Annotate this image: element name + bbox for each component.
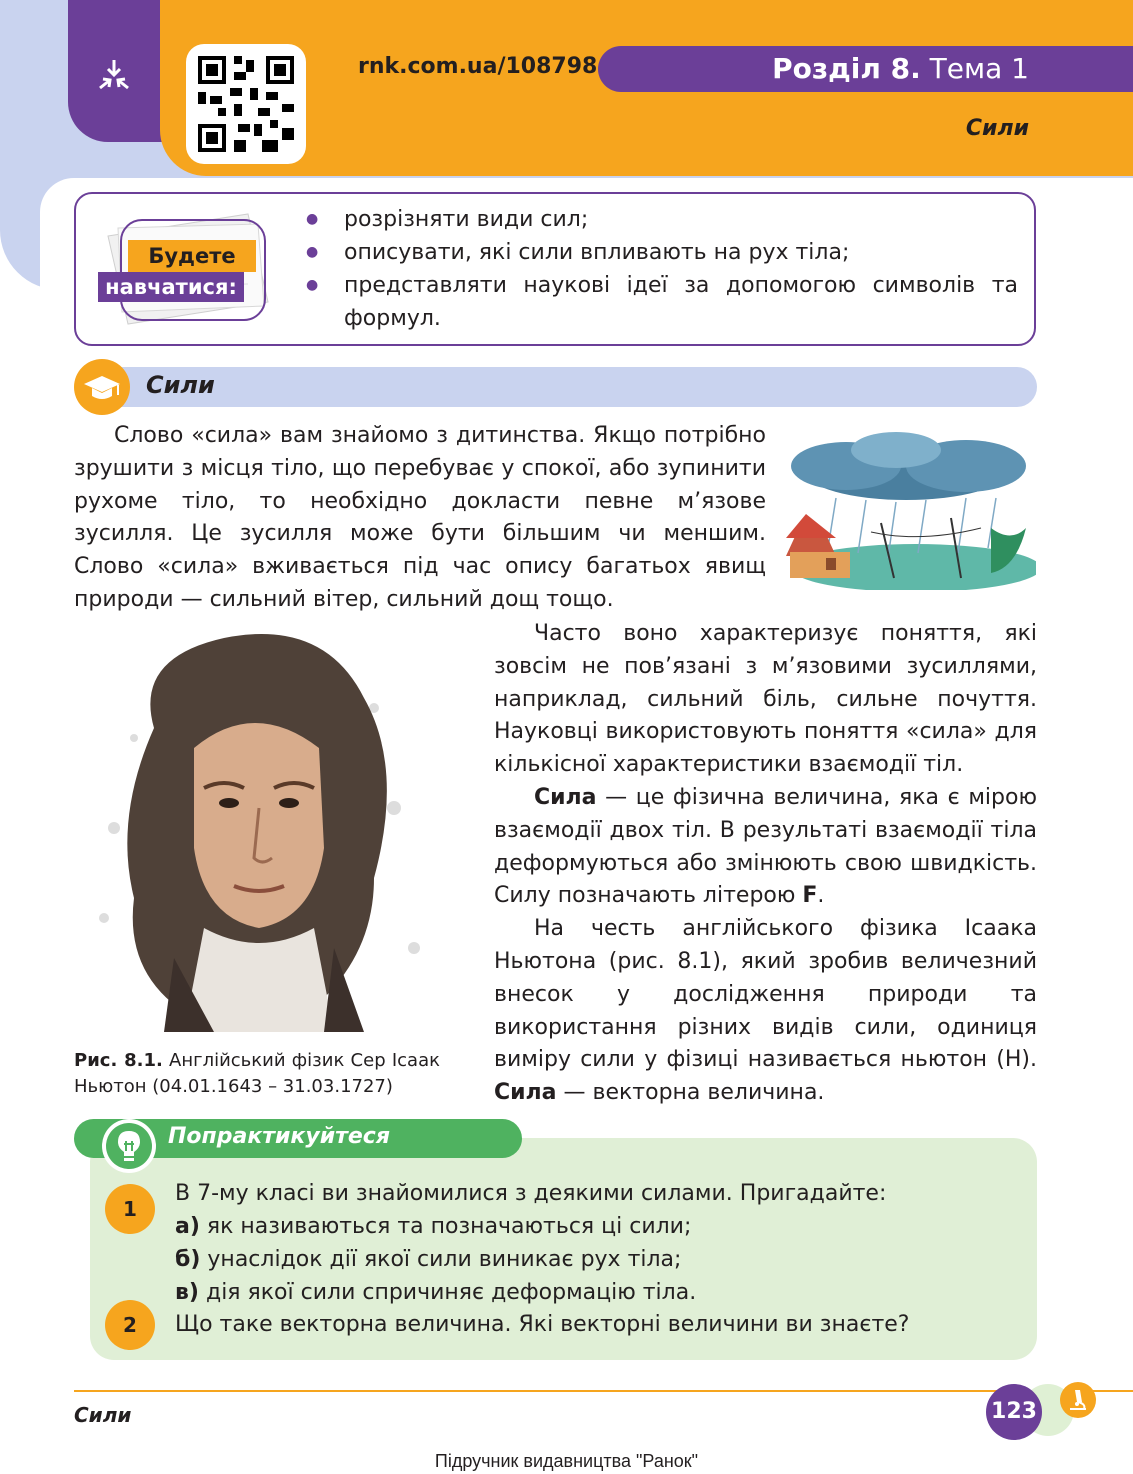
- question-number: 1: [105, 1184, 155, 1234]
- option-text: як називаються та позначаються ці сили;: [199, 1214, 692, 1239]
- question-1: [175, 1177, 1005, 1309]
- intro-paragraph: [74, 420, 766, 617]
- definition-end: .: [817, 883, 825, 909]
- section-label: [772, 52, 1029, 85]
- option-label: в): [175, 1280, 199, 1305]
- footer-title: Сили: [74, 1403, 132, 1427]
- resource-link[interactable]: rnk.com.ua/108798: [358, 54, 598, 79]
- page-number: 123: [986, 1384, 1042, 1440]
- graduation-cap-icon: [74, 359, 130, 415]
- figure-caption: [74, 1048, 440, 1100]
- option-label: б): [175, 1247, 201, 1272]
- term-force: Сила: [494, 1080, 557, 1106]
- question-option-a: [175, 1210, 1005, 1243]
- goals-tag-line1: Будете: [128, 240, 256, 272]
- header-title: Сили: [965, 116, 1029, 141]
- option-text: дія якої сили спричиняє деформацію тіла.: [198, 1280, 697, 1305]
- definition-text: — це фізична величина, яка є мірою взаємодії двох тіл. В результаті взаємодії тіла деформуються або змінюють свою швидкість. Силу позначають літерою: [494, 784, 1037, 909]
- qr-code-icon: [198, 56, 294, 152]
- force-symbol: F: [802, 883, 818, 909]
- paragraph-text: Часто воно характеризує поняття, які зовсім не пов’язані з м’язовими зусиллями, наприклад, сильний біль, сильне почуття. Науковці використовують поняття «сила» для кількісної характеристики взаємодії тіл.: [494, 621, 1037, 778]
- goals-list: [306, 203, 1018, 335]
- section-heading-bar: [100, 367, 1037, 407]
- section-title: Сили: [146, 371, 215, 399]
- goal-item: ● представляти наукові ідеї за допомогою символів та формул.: [306, 269, 1018, 335]
- vector-text: — векторна величина.: [556, 1080, 825, 1106]
- newton-paragraph: [494, 913, 1037, 1110]
- goals-tag-line2: навчатися:: [98, 272, 244, 302]
- footer-divider: [74, 1390, 1133, 1392]
- practice-title: Попрактикуйтеся: [168, 1124, 390, 1149]
- option-label: а): [175, 1214, 200, 1239]
- qr-code[interactable]: [186, 44, 306, 164]
- goal-item: ● розрізняти види сил;: [306, 203, 1018, 236]
- figure-caption-text: Англійський фізик Сер Ісаак Ньютон (04.01.1643 – 31.03.1727): [74, 1050, 440, 1097]
- storm-illustration: [776, 428, 1036, 590]
- term-force: Сила: [534, 784, 597, 810]
- microscope-icon: [1060, 1382, 1096, 1418]
- question-option-c: [175, 1276, 1005, 1309]
- topic-number: Тема 1: [929, 52, 1029, 85]
- paragraph-text: Слово «сила» вам знайомо з дитинства. Якщо потрібно зрушити з місця тіло, що перебуває у спокої, або зупинити рухоме тіло, то необхідно докласти певне м’язове зусилля. Це зусилля може бути більшим чи меншим. Слово «сила» вживається під час опису багатьох явищ природи — сильний вітер, сильний дощ тощо.: [74, 423, 766, 612]
- question-text: Що таке векторна величина. Які векторні величини ви знаєте?: [175, 1312, 910, 1337]
- newton-portrait: [74, 618, 436, 1032]
- figure-label: Рис. 8.1.: [74, 1050, 163, 1071]
- publisher-note: Підручник видавництва "Ранок": [434, 1451, 699, 1471]
- question-2: [175, 1308, 1005, 1341]
- question-intro: В 7-му класі ви знайомилися з деякими силами. Пригадайте:: [175, 1181, 887, 1206]
- compress-arrows-icon: [94, 56, 134, 96]
- goal-item: ● описувати, які сили впливають на рух тіла;: [306, 236, 1018, 269]
- option-text: унаслідок дії якої сили виникає рух тіла;: [200, 1247, 682, 1272]
- section-number: Розділ 8.: [772, 52, 921, 85]
- question-option-b: [175, 1243, 1005, 1276]
- main-text-column: [494, 618, 1037, 1110]
- definition-paragraph: [494, 782, 1037, 913]
- newton-text: На честь англійського фізика Ісаака Ньютона (рис. 8.1), який зробив величезний внесок у дослідження природи та використання різних видів сили, одиниця виміру сили у фізиці називається ньютон (Н).: [494, 916, 1037, 1073]
- question-number: 2: [105, 1300, 155, 1350]
- lightbulb-icon: [102, 1119, 156, 1173]
